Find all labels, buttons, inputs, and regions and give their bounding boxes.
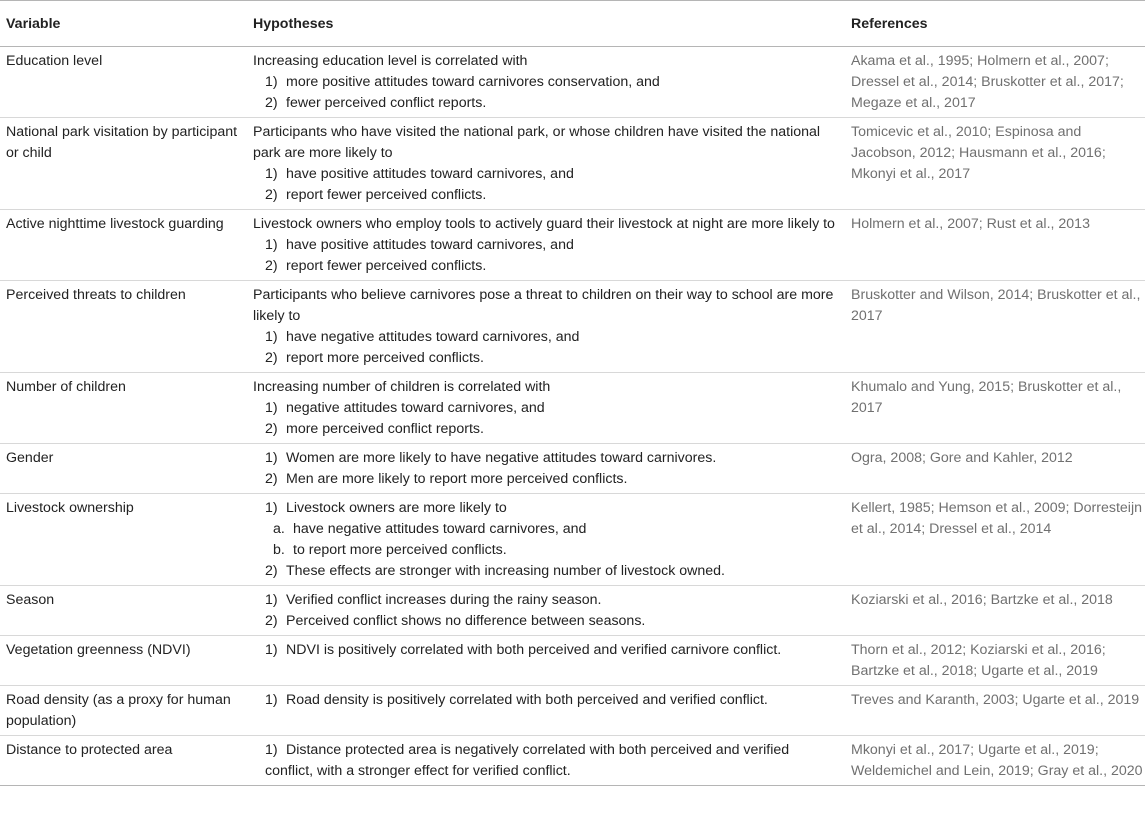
hypotheses-cell	[253, 281, 851, 373]
variable-cell: National park visitation by participant or child	[0, 118, 253, 210]
header-variable: Variable	[0, 1, 253, 47]
hypothesis-lead: Participants who believe carnivores pose a threat to children on their way to school are more likely to	[253, 287, 834, 324]
item-marker: 1)	[265, 500, 278, 516]
item-text: These effects are stronger with increasing number of livestock owned.	[286, 563, 725, 579]
item-marker: 1)	[265, 237, 278, 253]
item-marker: 1)	[265, 400, 278, 416]
hypothesis-item	[253, 590, 837, 611]
item-marker: b.	[273, 542, 285, 558]
variable-cell: Number of children	[0, 373, 253, 444]
item-marker: 2)	[265, 258, 278, 274]
references-cell: Khumalo and Yung, 2015; Bruskotter et al., 2017	[851, 373, 1145, 444]
table-row	[0, 373, 1145, 444]
header-hypotheses: Hypotheses	[253, 1, 851, 47]
hypothesis-item	[253, 398, 837, 419]
hypothesis-item	[253, 348, 837, 369]
hypotheses-cell	[253, 636, 851, 686]
variable-cell: Livestock ownership	[0, 494, 253, 586]
hypotheses-cell	[253, 118, 851, 210]
hypothesis-item	[253, 419, 837, 440]
variable-cell: Education level	[0, 47, 253, 118]
variable-cell: Distance to protected area	[0, 736, 253, 786]
table-row	[0, 47, 1145, 118]
table-row	[0, 636, 1145, 686]
table-body	[0, 47, 1145, 786]
item-marker: 1)	[265, 742, 278, 758]
references-cell: Koziarski et al., 2016; Bartzke et al., 2018	[851, 586, 1145, 636]
item-marker: a.	[273, 521, 285, 537]
item-marker: 1)	[265, 166, 278, 182]
references-cell: Ogra, 2008; Gore and Kahler, 2012	[851, 444, 1145, 494]
item-text: more positive attitudes toward carnivores conservation, and	[286, 74, 660, 90]
table-row	[0, 736, 1145, 786]
item-marker: 2)	[265, 95, 278, 111]
hypotheses-cell	[253, 47, 851, 118]
item-marker: 1)	[265, 450, 278, 466]
header-references: References	[851, 1, 1145, 47]
header-row	[0, 1, 1145, 47]
item-text: Road density is positively correlated with both perceived and verified conflict.	[286, 692, 768, 708]
variable-cell: Road density (as a proxy for human population)	[0, 686, 253, 736]
references-cell: Treves and Karanth, 2003; Ugarte et al., 2019	[851, 686, 1145, 736]
item-marker: 1)	[265, 592, 278, 608]
references-cell: Mkonyi et al., 2017; Ugarte et al., 2019; Weldemichel and Lein, 2019; Gray et al., 2020	[851, 736, 1145, 786]
item-marker: 2)	[265, 187, 278, 203]
item-text: report more perceived conflicts.	[286, 350, 484, 366]
item-marker: 2)	[265, 471, 278, 487]
item-marker: 2)	[265, 350, 278, 366]
hypothesis-subitem	[253, 519, 837, 540]
references-cell: Akama et al., 1995; Holmern et al., 2007; Dressel et al., 2014; Bruskotter et al., 2017; Megaze et al., 2017	[851, 47, 1145, 118]
table-header	[0, 1, 1145, 47]
hypotheses-cell	[253, 444, 851, 494]
item-text: have positive attitudes toward carnivores, and	[286, 166, 574, 182]
hypothesis-subitem	[253, 540, 837, 561]
hypotheses-cell	[253, 373, 851, 444]
hypotheses-cell	[253, 494, 851, 586]
hypothesis-lead: Livestock owners who employ tools to actively guard their livestock at night are more likely to	[253, 216, 835, 232]
hypothesis-item	[253, 561, 837, 582]
variable-cell: Vegetation greenness (NDVI)	[0, 636, 253, 686]
item-text: have positive attitudes toward carnivores, and	[286, 237, 574, 253]
item-text: have negative attitudes toward carnivores, and	[293, 521, 587, 537]
references-cell: Holmern et al., 2007; Rust et al., 2013	[851, 210, 1145, 281]
table-row	[0, 586, 1145, 636]
variable-cell: Gender	[0, 444, 253, 494]
hypothesis-lead: Participants who have visited the national park, or whose children have visited the national park are more likely to	[253, 124, 821, 161]
hypothesis-item	[253, 164, 837, 185]
hypothesis-item	[253, 256, 837, 277]
references-cell: Tomicevic et al., 2010; Espinosa and Jacobson, 2012; Hausmann et al., 2016; Mkonyi et al., 2017	[851, 118, 1145, 210]
variable-cell: Perceived threats to children	[0, 281, 253, 373]
hypothesis-item	[253, 327, 837, 348]
table-row	[0, 686, 1145, 736]
hypothesis-lead: Increasing education level is correlated with	[253, 53, 528, 69]
item-text: Perceived conflict shows no difference between seasons.	[286, 613, 646, 629]
table-row	[0, 118, 1145, 210]
references-cell: Kellert, 1985; Hemson et al., 2009; Dorresteijn et al., 2014; Dressel et al., 2014	[851, 494, 1145, 586]
item-text: Verified conflict increases during the rainy season.	[286, 592, 602, 608]
hypothesis-item	[253, 72, 837, 93]
table-row	[0, 444, 1145, 494]
hypothesis-item	[253, 690, 837, 711]
hypothesis-item	[253, 235, 837, 256]
item-text: negative attitudes toward carnivores, and	[286, 400, 545, 416]
item-text: report fewer perceived conflicts.	[286, 258, 487, 274]
hypothesis-item	[253, 448, 837, 469]
item-marker: 1)	[265, 329, 278, 345]
hypothesis-item	[253, 611, 837, 632]
item-text: Livestock owners are more likely to	[286, 500, 507, 516]
variable-cell: Season	[0, 586, 253, 636]
references-cell: Bruskotter and Wilson, 2014; Bruskotter et al., 2017	[851, 281, 1145, 373]
hypothesis-item	[253, 640, 837, 661]
hypothesis-lead: Increasing number of children is correlated with	[253, 379, 551, 395]
hypotheses-cell	[253, 210, 851, 281]
item-text: report fewer perceived conflicts.	[286, 187, 487, 203]
table-row	[0, 281, 1145, 373]
hypothesis-item	[253, 93, 837, 114]
item-marker: 1)	[265, 74, 278, 90]
references-cell: Thorn et al., 2012; Koziarski et al., 2016; Bartzke et al., 2018; Ugarte et al., 2019	[851, 636, 1145, 686]
item-marker: 2)	[265, 421, 278, 437]
hypothesis-item	[253, 185, 837, 206]
hypotheses-cell	[253, 736, 851, 786]
hypothesis-item	[253, 740, 837, 782]
item-marker: 1)	[265, 692, 278, 708]
item-text: have negative attitudes toward carnivores, and	[286, 329, 580, 345]
item-marker: 2)	[265, 563, 278, 579]
table-row	[0, 210, 1145, 281]
item-text: Distance protected area is negatively correlated with both perceived and verified conflict, with a stronger effect for verified conflict.	[265, 742, 790, 779]
hypotheses-cell	[253, 686, 851, 736]
item-text: Men are more likely to report more perceived conflicts.	[286, 471, 628, 487]
item-marker: 1)	[265, 642, 278, 658]
variable-cell: Active nighttime livestock guarding	[0, 210, 253, 281]
item-text: more perceived conflict reports.	[286, 421, 484, 437]
item-text: Women are more likely to have negative attitudes toward carnivores.	[286, 450, 717, 466]
hypothesis-item	[253, 469, 837, 490]
item-text: fewer perceived conflict reports.	[286, 95, 487, 111]
hypotheses-cell	[253, 586, 851, 636]
item-text: to report more perceived conflicts.	[293, 542, 507, 558]
item-text: NDVI is positively correlated with both perceived and verified carnivore conflict.	[286, 642, 782, 658]
item-marker: 2)	[265, 613, 278, 629]
table-row	[0, 494, 1145, 586]
hypothesis-item	[253, 498, 837, 519]
